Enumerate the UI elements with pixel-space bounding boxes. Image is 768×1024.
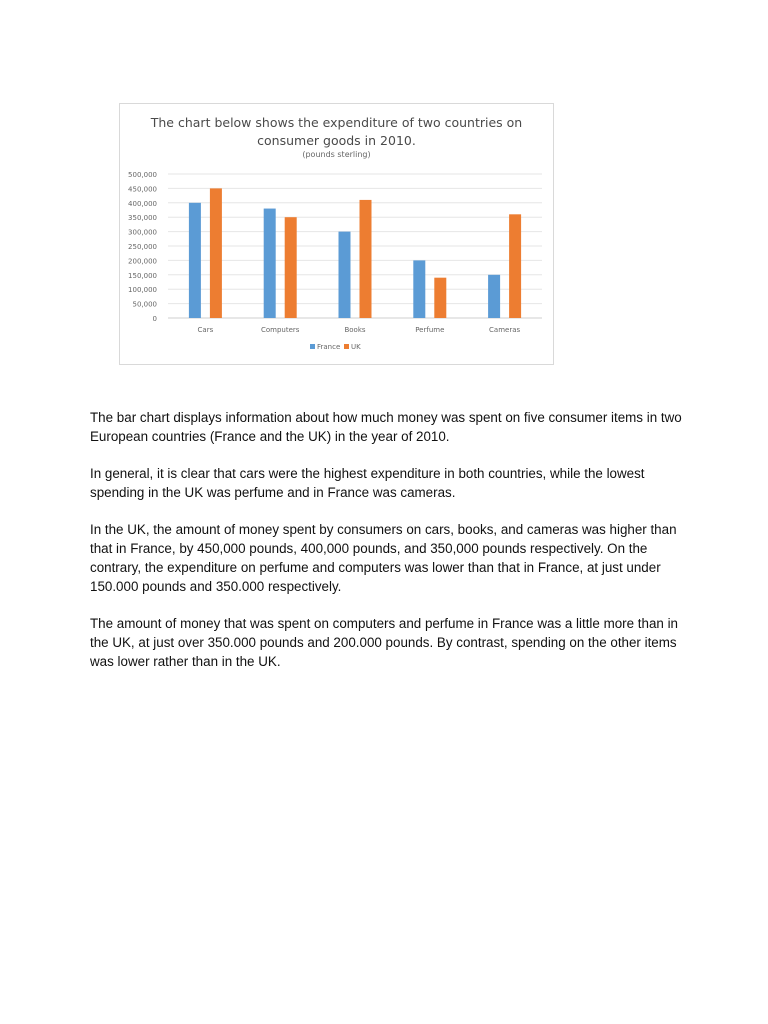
bar-uk-books: [360, 200, 372, 318]
chart-subtitle: (pounds sterling): [302, 150, 371, 159]
legend-swatch-uk: [344, 344, 349, 349]
paragraph-4: The amount of money that was spent on computers and perfume in France was a little more than in the UK, at just over 350.000 pounds and 200.000 pounds. By contrast, spending on the other items was lower rather than in the UK.: [90, 616, 679, 669]
y-tick-label: 350,000: [128, 214, 157, 223]
y-tick-label: 0: [152, 315, 157, 323]
y-tick-label: 150,000: [128, 271, 157, 280]
x-tick-label: Cars: [197, 326, 214, 334]
bar-uk-perfume: [434, 278, 446, 318]
paragraph-3: In the UK, the amount of money spent by consumers on cars, books, and cameras was higher than that in France, by 450,000 pounds, 400,000 pounds, and 350,000 pounds respectively. On the contrary, the expenditure on perfume and computers was lower than that in France, at just under 150.000 pounds and 350.000 respectively.: [90, 522, 677, 594]
paragraph-2: In general, it is clear that cars were the highest expenditure in both countries, while the lowest spending in the UK was perfume and in France was cameras.: [90, 466, 645, 500]
bar-uk-computers: [285, 217, 297, 318]
bar-france-perfume: [413, 260, 425, 318]
y-tick-label: 400,000: [128, 199, 157, 208]
bar-france-cars: [189, 203, 201, 318]
y-tick-label: 250,000: [128, 243, 157, 251]
y-tick-label: 50,000: [132, 300, 157, 309]
bar-uk-cameras: [509, 214, 521, 318]
x-tick-label: Perfume: [415, 326, 445, 334]
chart-image: [119, 103, 554, 365]
paragraph-1: The bar chart displays information about how much money was spent on five consumer items in two European countries (France and the UK) in the year of 2010.: [90, 410, 682, 444]
y-tick-label: 450,000: [128, 185, 157, 194]
x-tick-label: Cameras: [489, 326, 521, 334]
bar-uk-cars: [210, 188, 222, 318]
y-tick-label: 300,000: [128, 228, 157, 237]
bar-chart: [120, 104, 555, 366]
legend-label-france: France: [317, 343, 341, 351]
y-tick-label: 500,000: [128, 171, 157, 179]
x-tick-label: Books: [344, 326, 366, 334]
bar-france-computers: [264, 209, 276, 318]
bar-france-cameras: [488, 275, 500, 318]
chart-title-line-1: The chart below shows the expenditure of two countries on: [150, 115, 523, 130]
legend-label-uk: UK: [351, 343, 361, 351]
body-text: [90, 408, 690, 689]
bar-france-books: [339, 232, 351, 318]
y-tick-label: 100,000: [128, 286, 157, 295]
chart-title-line-2: consumer goods in 2010.: [257, 133, 416, 148]
legend-swatch-france: [310, 344, 315, 349]
x-tick-label: Computers: [260, 326, 300, 334]
y-tick-label: 200,000: [128, 257, 157, 266]
